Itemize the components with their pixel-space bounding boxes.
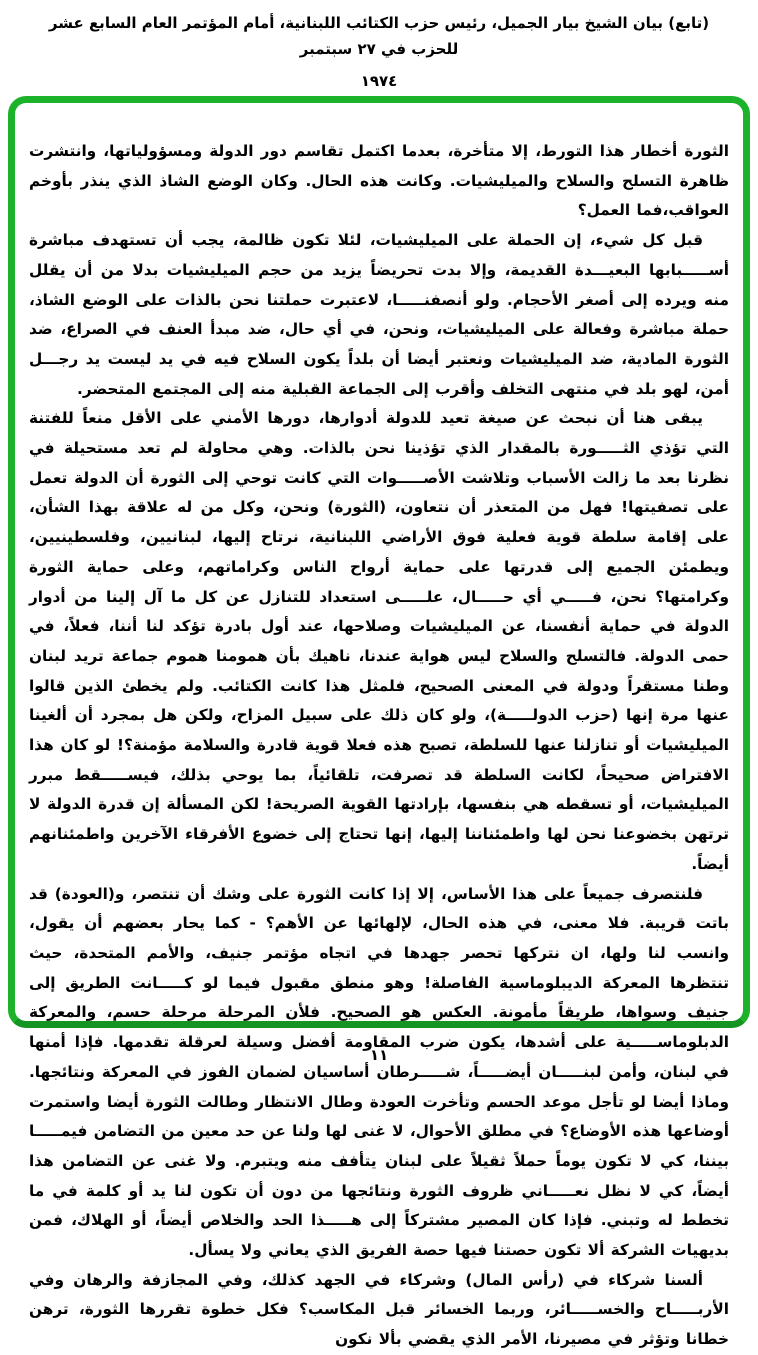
body-paragraph: ألسنا شركاء في (رأس المال) وشركاء في الجهد كذلك، وفي المجازفة والرهان وفي الأربـــــاح والخســـــائر، وربما الخسائر قبل المكاسب؟ فكل خطوة تقررها الثورة، ترهن خطانا وتؤثر في مصيرنا، الأمر الذي يقضي بألا نكون xyxy=(29,1270,729,1349)
body-paragraph: قبل كل شيء، إن الحملة على الميليشيات، لئلا تكون ظالمة، يجب أن تستهدف مباشرة أســـــبابها البعيـــدة القديمة، وإلا بدت تحريضاً يزيد من حجم الميليشيات بدلا من أن يقلل منه ويرده إلى أصغر الأحجام. ولو أنصفنـــــا، لاعتبرت حملتنا نحن بالذات على الوضع الشاذ، حملة مباشرة وفعالة على الميليشيات، ونحن، في أي حال، ضد مبدأ العنف في الصراع، ضد الثورة المادية، ضد الميليشيات ونعتبر أيضا أن بلداً يكون السلاح فيه في يد ليست يد رجـــل أمن، لهو بلد في منتهى التخلف وأقرب إلى الجماعة القبلية منه إلى المجتمع المتحضر. xyxy=(29,231,729,398)
document-title: (تابع) بيان الشيخ بيار الجميل، رئيس حزب الكتائب اللبنانية، أمام المؤتمر العام السابع عشر للحزب في ٢٧ سبتمبر xyxy=(48,14,710,58)
document-title-year: ١٩٧٤ xyxy=(360,72,398,90)
body-paragraph: يبقى هنا أن نبحث عن صيغة تعيد للدولة أدوارها، دورها الأمني على الأقل منعاً للفتنة التي تؤذي الثـــــورة بالمقدار الذي تؤذينا نحن بالذات. وهي محاولة لم تعد مستحيلة في نظرنا بعد ما زالت الأسباب وتلاشت الأصـــــوات التي كانت توحي إلى الثورة أن الدولة تعمل على تصفيتها! فهل من المتعذر أن نتعاون، (الثورة) ونحن، وكل من له علاقة بهذا الشأن، على إقامة سلطة قوية فعلية فوق الأراضي اللبنانية، نرتاح إليها، لبنانيين، وفلسطينيين، ويطمئن الجميع إلى قدرتها على حماية أرواح الناس وكراماتهم، وعلى حماية الثورة وكرامتها؟ نحن، فـــــي أي حـــــال، علـــــى استعداد للتنازل عن كل ما آل إلينا من أدوار الدولة في حماية أنفسنا، عن الميليشيات وصلاحها، عند أول بادرة تؤكد لنا أننا، فعلاً، في حمى الدولة. فالتسلح والسلاح ليس هواية عندنا، ناهيك بأن همومنا هموم جماعة تريد لبنان وطنا مستقراً ودولة في المعنى الصحيح، فلمثل هذا كانت الكتائب. ولم يخطئ الذين قالوا عنها مرة إنها (حزب الدولـــــة)، ولو كان ذلك على سبيل المزاح، ولكن هل بمجرد أن ألغينا الميليشيات أو تنازلنا عنها للسلطة، تصبح هذه فعلا قوية قادرة والسلامة مؤمنة؟! لو كان هذا الافتراض صحيحاً، لكانت السلطة قد تصرفت، تلقائياً، بما يوحي بذلك، فيســـــقط مبرر الميليشيات، أو تسقطه هي بنفسها، بإرادتها القوية الصريحة! لكن المسألة إن قدرة الدولة لا ترتهن بخضوعنا نحن لها واطمئناننا إليها، إنها تحتاج إلى خضوع الأفرقاء الآخرين واطمئنانهم أيضاً. xyxy=(29,409,729,873)
body-paragraph: فلنتصرف جميعاً على هذا الأساس، إلا إذا كانت الثورة على وشك أن تنتصر، و(العودة) قد باتت قريبة. فلا معنى، في هذه الحال، لإلهائها عن الأهم؟ - كما يحار بعضهم أن يقول، وانسب لنا ولها، ان نتركها تحصر جهدها في اتجاه مؤتمر جنيف، والأمم المتحدة، حيث تنتظرها المعركة الديبلوماسية الفاصلة! وهو منطق مقبول فيما لو كـــــانت الطريق إلى جنيف وسواها، طريقاً مأمونة. العكس هو الصحيح. فلأن المرحلة مرحلة حسم، والمعركة الدبلوماســـــية على أشدها، يكون ضرب المقاومة أفضل وسيلة لعرقلة تقدمها. فإذا أمنها في لبنان، وأمن لبنـــــان أيضـــــاً، شـــــرطان أساسيان لضمان الفوز في المعركة ونتائجها. وماذا أيضا لو تأجل موعد الحسم وتأخرت العودة وطال الانتظار وطالت الثورة أيضا واستمرت أوضاعها هذه الأوضاع؟ في مطلق الأحوال، لا غنى لها ولنا عن حد معين من التضامن فيمـــــا بيننا، كي لا تكون يوماً حملاً ثقيلاً على لبنان يتأفف منه ويتبرم. ولا غنى عن التضامن هذا أيضاً، كي لا نظل نعـــــاني ظروف الثورة ونتائجها من دون أن تكون لنا يد أو كلمة في ما تخطط له وتبني. فإذا كان المصير مشتركاً إلى هـــــذا الحد والخلاص أيضاً، أو الهلاك، فمن بديهيات الشركة ألا تكون حصتنا فيها حصة الفريق الذي يعاني ولا يسأل. xyxy=(29,884,729,1260)
page-number: ١١ xyxy=(369,1046,389,1064)
body-paragraph: الثورة أخطار هذا التورط، إلا متأخرة، بعدما اكتمل تقاسم دور الدولة ومسؤولياتها، وانتشرت ظاهرة التسلح والسلاح والميليشيات. وكانت هذه الحال. وكان الوضع الشاذ الذي ينذر بأوخم العواقب،فما العمل؟ xyxy=(29,142,729,220)
